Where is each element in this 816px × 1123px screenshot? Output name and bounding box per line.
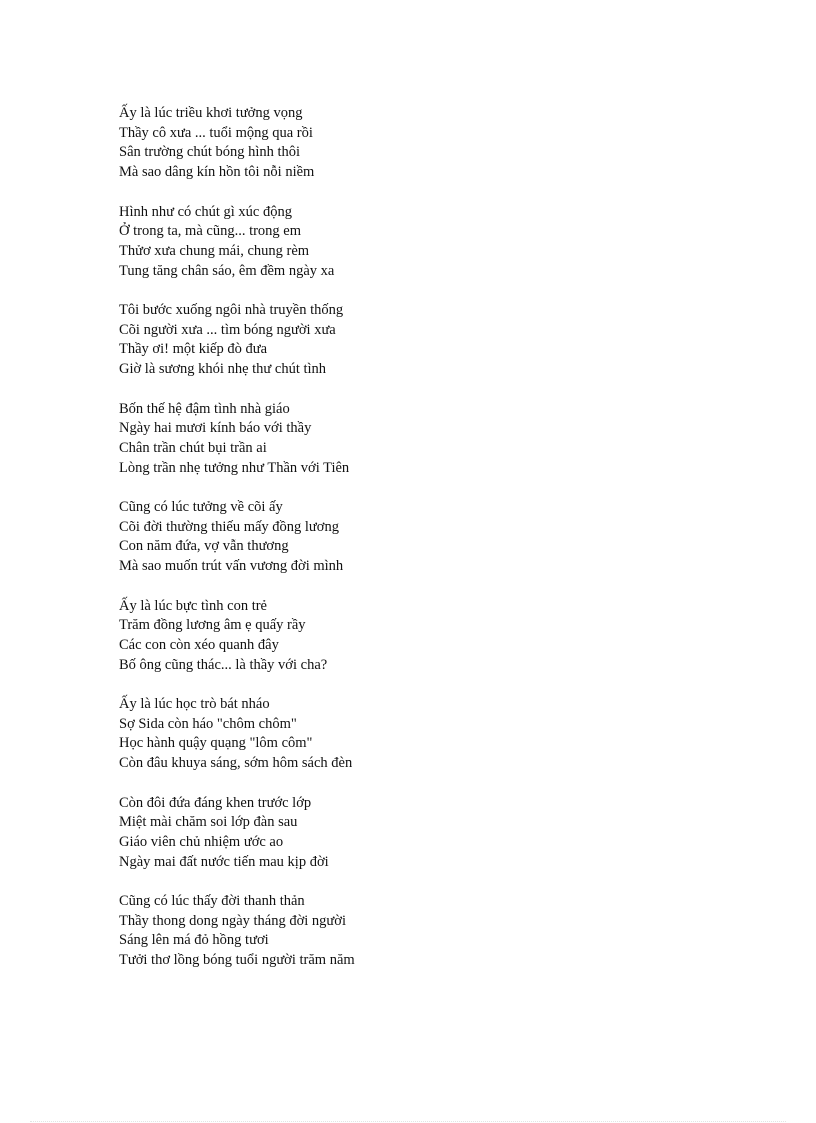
poem-stanza (119, 203, 719, 282)
poem-line: Mà sao dâng kín hồn tôi nỗi niềm (119, 164, 315, 181)
poem-line: Hình như có chút gì xúc động (119, 203, 292, 220)
poem-line: Sáng lên má đỏ hồng tươi (119, 932, 269, 949)
poem-line: Các con còn xéo quanh đây (119, 636, 279, 653)
poem-stanza (119, 104, 719, 183)
poem-line: Thầy cô xưa ... tuổi mộng qua rồi (119, 124, 313, 141)
poem-line: Tưởi thơ lồng bóng tuổi người trăm năm (119, 952, 355, 969)
poem-line: Ngày mai đất nước tiến mau kịp đời (119, 853, 329, 870)
poem-line: Giờ là sương khói nhẹ thư chút tình (119, 361, 327, 378)
poem-stanza (119, 301, 719, 380)
poem-line: Cõi người xưa ... tìm bóng người xưa (119, 321, 336, 338)
poem-line: Ấy là lúc triều khơi tưởng vọng (119, 105, 303, 121)
poem-line: Bố ông cũng thác... là thầy với cha? (119, 656, 328, 673)
poem-stanza (119, 794, 719, 873)
poem-line: Cũng có lúc thấy đời thanh thản (119, 893, 305, 909)
page-bottom-edge (30, 1121, 786, 1122)
poem-line: Ở trong ta, mà cũng... trong em (119, 223, 302, 240)
poem-line: Cũng có lúc tưởng về cõi ấy (119, 499, 283, 515)
poem-line: Mà sao muốn trút vấn vương đời mình (119, 558, 344, 575)
poem-line: Ngày hai mươi kính báo với thầy (119, 420, 312, 437)
poem-line: Sợ Sida còn háo "chôm chôm" (119, 715, 297, 732)
poem-line: Thầy thong dong ngày tháng đời người (119, 912, 346, 929)
poem-stanza (119, 695, 719, 774)
poem-line: Bốn thế hệ đậm tình nhà giáo (119, 400, 290, 417)
poem-line: Miệt mài chăm soi lớp đàn sau (119, 814, 298, 831)
poem-line: Tung tăng chân sáo, êm đềm ngày xa (119, 262, 335, 279)
poem-line: Học hành quậy quạng "lôm côm" (119, 735, 313, 752)
poem-line: Giáo viên chủ nhiệm ước ao (119, 833, 284, 850)
poem-body (119, 104, 719, 991)
poem-line: Ấy là lúc bực tình con trẻ (119, 597, 267, 614)
poem-line: Tôi bước xuống ngôi nhà truyền thống (119, 302, 344, 318)
poem-line: Sân trường chút bóng hình thôi (119, 144, 301, 161)
poem-line: Thửơ xưa chung mái, chung rèm (119, 242, 310, 259)
poem-stanza (119, 597, 719, 676)
poem-stanza (119, 498, 719, 577)
poem-stanza (119, 892, 719, 971)
poem-line: Còn đâu khuya sáng, sớm hôm sách đèn (119, 755, 353, 772)
poem-line: Trăm đồng lương âm ẹ quấy rầy (119, 617, 306, 634)
poem-line: Con năm đứa, vợ vẫn thương (119, 538, 289, 555)
poem-line: Chân trần chút bụi trần ai (119, 439, 267, 456)
poem-line: Ấy là lúc học trò bát nháo (119, 696, 270, 712)
poem-stanza (119, 400, 719, 479)
poem-line: Lòng trần nhẹ tưởng như Thần với Tiên (119, 459, 350, 476)
poem-line: Cõi đời thường thiếu mấy đồng lương (119, 518, 339, 535)
poem-line: Thầy ơi! một kiếp đò đưa (119, 341, 268, 358)
poem-line: Còn đôi đứa đáng khen trước lớp (119, 794, 312, 811)
